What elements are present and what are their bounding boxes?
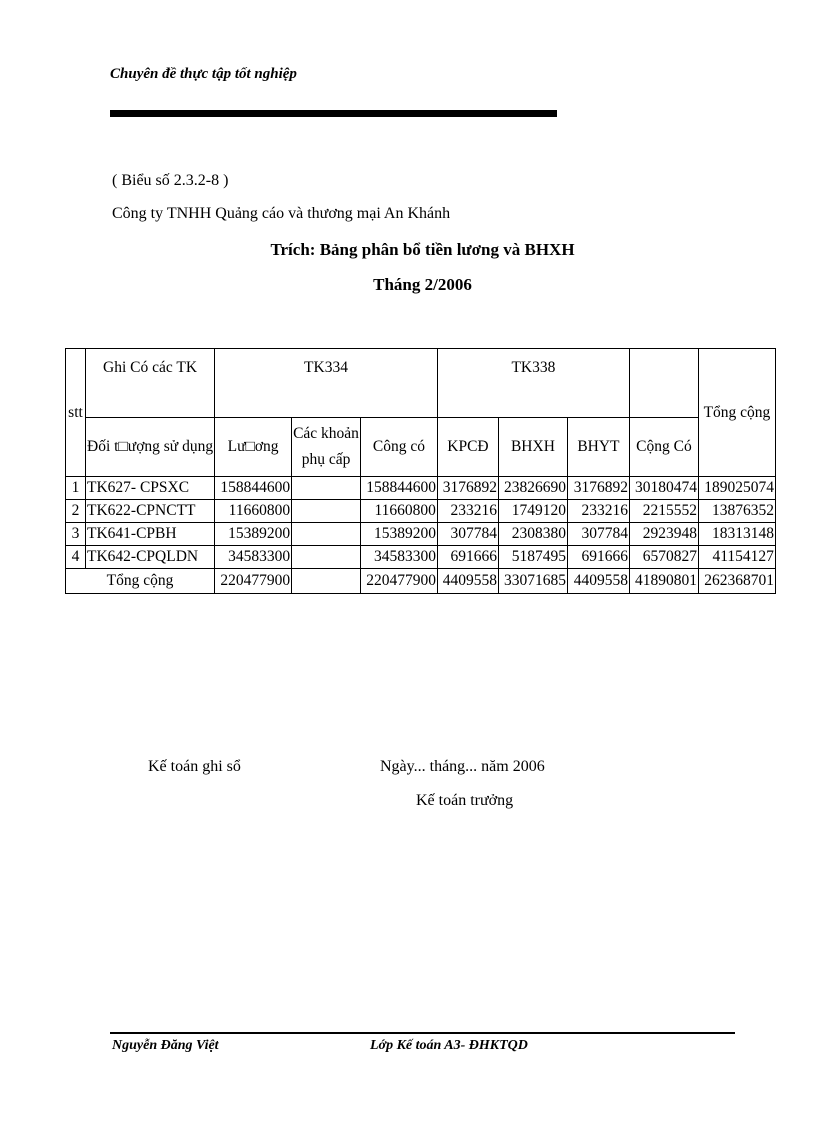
cell-name: TK627- CPSXC	[86, 477, 215, 500]
header-stt: stt	[66, 349, 86, 477]
footer-author: Nguyễn Đăng Việt	[112, 1038, 219, 1053]
allocation-table	[65, 348, 776, 594]
cell-phucap	[292, 477, 361, 500]
cell-total: 189025074	[698, 477, 775, 500]
cell-kpcd: 307784	[437, 523, 498, 546]
cell-congco2: 2923948	[629, 523, 698, 546]
header-phucap-line1: Các khoản	[293, 425, 359, 442]
cell-name: TK642-CPQLDN	[86, 546, 215, 569]
cell-phucap	[292, 500, 361, 523]
table-row	[66, 477, 776, 500]
header-total: Tổng cộng	[698, 349, 775, 477]
header-rule	[110, 110, 557, 117]
cell-luong: 158844600	[215, 477, 292, 500]
totals-congco2: 41890801	[629, 569, 698, 594]
cell-kpcd: 233216	[437, 500, 498, 523]
cell-congco2: 6570827	[629, 546, 698, 569]
cell-total: 13876352	[698, 500, 775, 523]
header-tk338: TK338	[437, 349, 629, 418]
header-credit-accounts: Ghi Có các TK	[86, 349, 215, 418]
header-congco2: Cộng Có	[629, 418, 698, 477]
cell-bhxh: 1749120	[498, 500, 567, 523]
cell-kpcd: 3176892	[437, 477, 498, 500]
cell-congco: 34583300	[360, 546, 437, 569]
cell-bhyt: 3176892	[567, 477, 629, 500]
cell-luong: 15389200	[215, 523, 292, 546]
totals-bhyt: 4409558	[567, 569, 629, 594]
totals-congco: 220477900	[360, 569, 437, 594]
cell-congco: 15389200	[360, 523, 437, 546]
cell-bhyt: 691666	[567, 546, 629, 569]
header-object: Đối t□ượng sử dụng	[86, 418, 215, 477]
cell-congco: 158844600	[360, 477, 437, 500]
cell-phucap	[292, 546, 361, 569]
cell-luong: 34583300	[215, 546, 292, 569]
cell-stt: 1	[66, 477, 86, 500]
cell-luong: 11660800	[215, 500, 292, 523]
cell-bhyt: 233216	[567, 500, 629, 523]
cell-stt: 4	[66, 546, 86, 569]
cell-congco2: 2215552	[629, 500, 698, 523]
signature-date: Ngày... tháng... năm 2006	[380, 758, 545, 775]
cell-congco2: 30180474	[629, 477, 698, 500]
header-luong: Lư□ơng	[215, 418, 292, 477]
header-title: Chuyên đề thực tập tốt nghiệp	[110, 66, 297, 82]
cell-bhxh: 5187495	[498, 546, 567, 569]
cell-stt: 2	[66, 500, 86, 523]
totals-bhxh: 33071685	[498, 569, 567, 594]
header-phucap-line2: phụ cấp	[301, 451, 351, 468]
cell-congco: 11660800	[360, 500, 437, 523]
cell-kpcd: 691666	[437, 546, 498, 569]
totals-row	[66, 569, 776, 594]
totals-phucap	[292, 569, 361, 594]
footer-rule	[110, 1032, 735, 1034]
table-row	[66, 546, 776, 569]
header-bhxh: BHXH	[498, 418, 567, 477]
header-phucap	[292, 418, 361, 477]
totals-kpcd: 4409558	[437, 569, 498, 594]
totals-label: Tổng cộng	[66, 569, 215, 594]
header-congco: Công có	[360, 418, 437, 477]
cell-phucap	[292, 523, 361, 546]
footer-class: Lớp Kế toán A3- ĐHKTQD	[370, 1038, 528, 1053]
cell-bhxh: 2308380	[498, 523, 567, 546]
cell-total: 41154127	[698, 546, 775, 569]
signature-accountant: Kế toán ghi sổ	[148, 758, 241, 775]
header-bhyt: BHYT	[567, 418, 629, 477]
cell-stt: 3	[66, 523, 86, 546]
document-month: Tháng 2/2006	[373, 275, 472, 294]
cell-total: 18313148	[698, 523, 775, 546]
company-name: Công ty TNHH Quảng cáo và thương mại An Khánh	[112, 205, 451, 222]
table-row	[66, 523, 776, 546]
cell-name: TK641-CPBH	[86, 523, 215, 546]
cell-bhxh: 23826690	[498, 477, 567, 500]
document-title: Trích: Bảng phân bổ tiền lương và BHXH	[270, 240, 575, 259]
cell-name: TK622-CPNCTT	[86, 500, 215, 523]
header-tk334: TK334	[215, 349, 438, 418]
header-kpcd: KPCĐ	[437, 418, 498, 477]
cell-bhyt: 307784	[567, 523, 629, 546]
totals-total: 262368701	[698, 569, 775, 594]
header-blank	[629, 349, 698, 418]
signature-chief-accountant: Kế toán trưởng	[416, 792, 514, 809]
totals-luong: 220477900	[215, 569, 292, 594]
sheet-reference: ( Biểu số 2.3.2-8 )	[112, 172, 229, 189]
table-row	[66, 500, 776, 523]
